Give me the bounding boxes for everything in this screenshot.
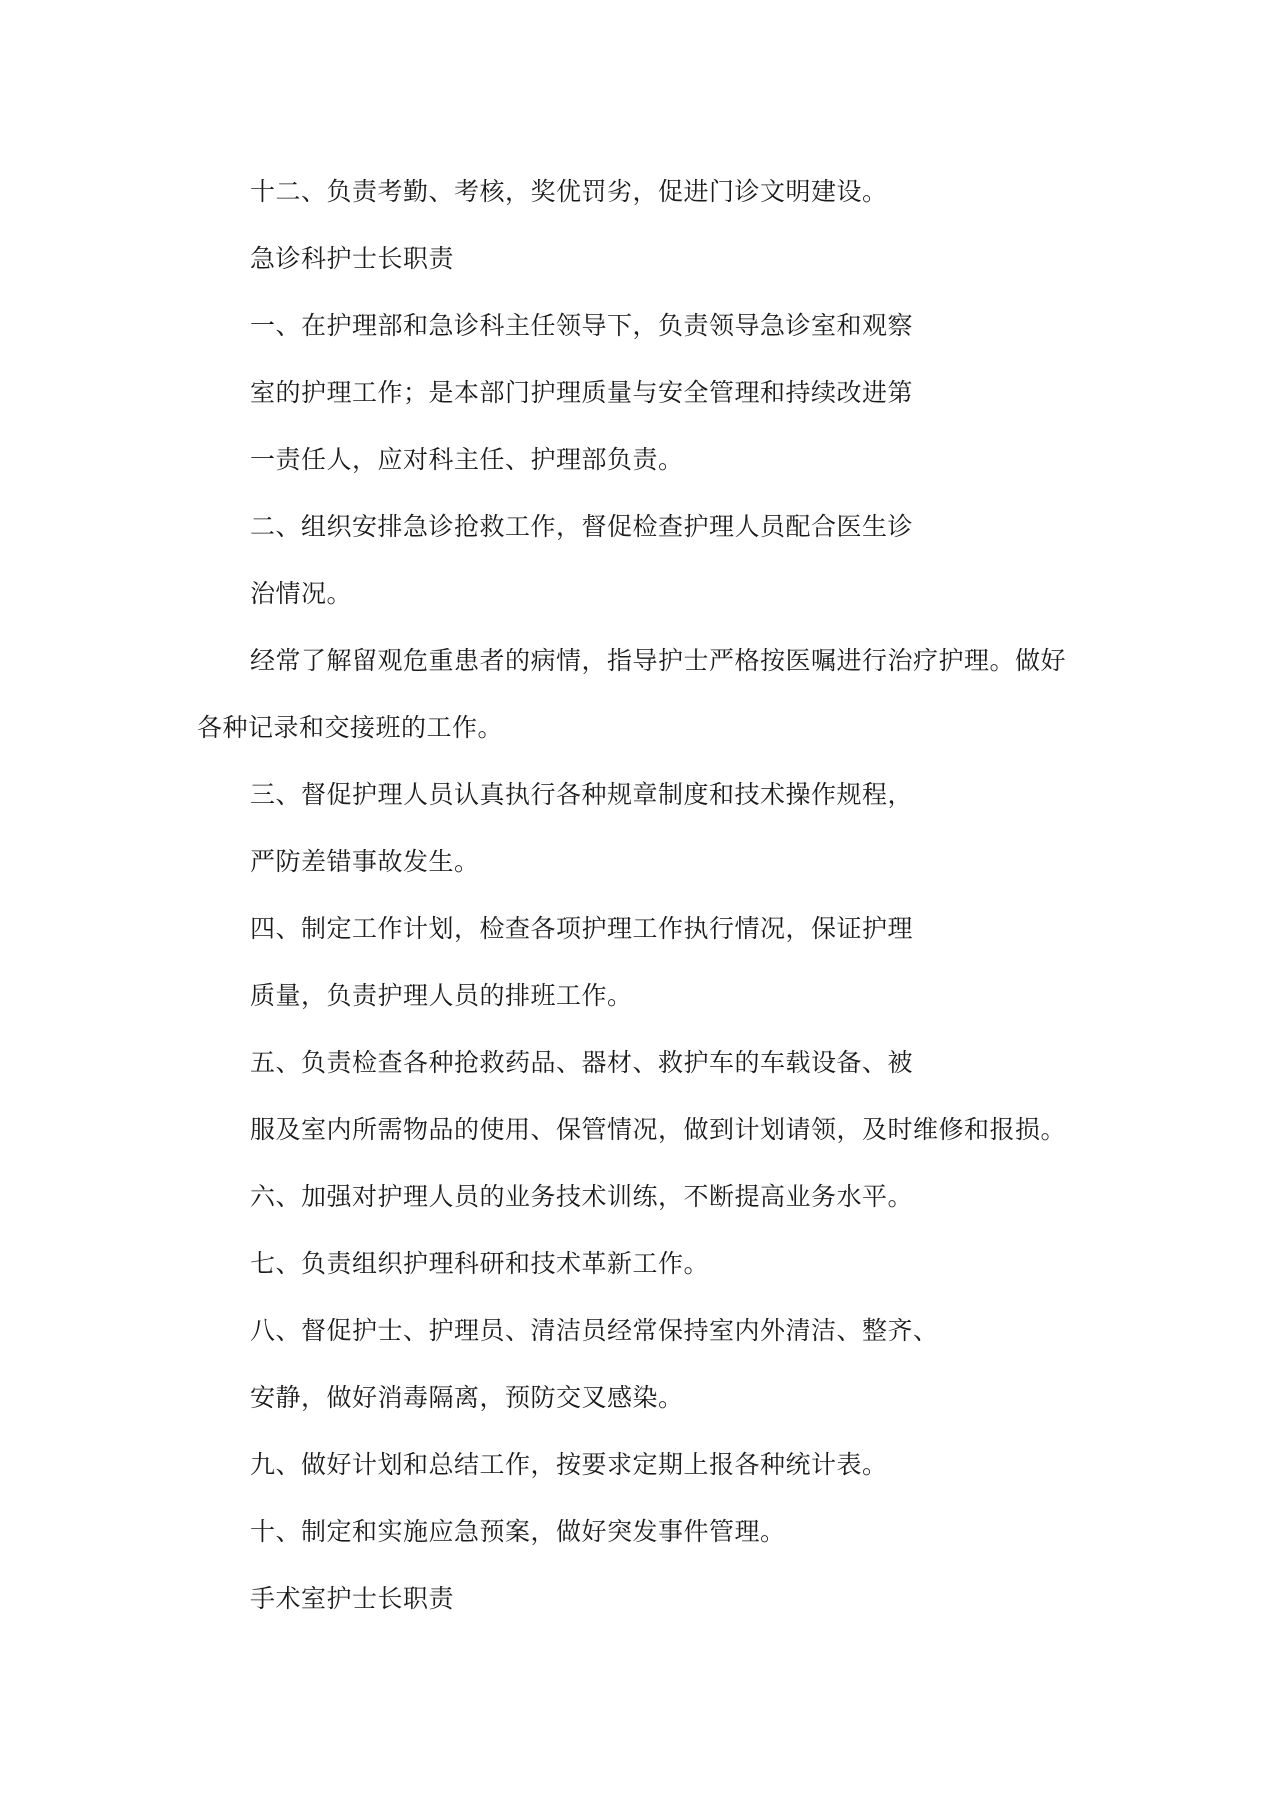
paragraph-line: 六、加强对护理人员的业务技术训练，不断提高业务水平。	[250, 1182, 914, 1211]
paragraph-line: 十、制定和实施应急预案，做好突发事件管理。	[250, 1517, 786, 1546]
section-heading: 急诊科护士长职责	[250, 244, 455, 273]
paragraph-line: 室的护理工作；是本部门护理质量与安全管理和持续改进第	[250, 378, 914, 407]
paragraph-line: 安静，做好消毒隔离，预防交叉感染。	[250, 1383, 684, 1412]
paragraph-line: 四、制定工作计划，检查各项护理工作执行情况，保证护理	[250, 914, 914, 943]
paragraph-line: 三、督促护理人员认真执行各种规章制度和技术操作规程，	[250, 780, 914, 809]
paragraph-line: 各种记录和交接班的工作。	[197, 713, 504, 742]
paragraph-line: 治情况。	[250, 579, 353, 608]
paragraph-line: 经常了解留观危重患者的病情，指导护士严格按医嘱进行治疗护理。做好	[250, 646, 1067, 675]
paragraph-line: 一、在护理部和急诊科主任领导下，负责领导急诊室和观察	[250, 311, 914, 340]
paragraph-line: 十二、负责考勤、考核，奖优罚劣，促进门诊文明建设。	[250, 177, 888, 206]
paragraph-line: 质量，负责护理人员的排班工作。	[250, 981, 633, 1010]
paragraph-line: 严防差错事故发生。	[250, 847, 480, 876]
section-heading: 手术室护士长职责	[250, 1584, 455, 1613]
paragraph-line: 七、负责组织护理科研和技术革新工作。	[250, 1249, 710, 1278]
paragraph-line: 服及室内所需物品的使用、保管情况，做到计划请领，及时维修和报损。	[250, 1115, 1067, 1144]
paragraph-line: 一责任人，应对科主任、护理部负责。	[250, 445, 684, 474]
paragraph-line: 二、组织安排急诊抢救工作，督促检查护理人员配合医生诊	[250, 512, 914, 541]
paragraph-line: 八、督促护士、护理员、清洁员经常保持室内外清洁、整齐、	[250, 1316, 939, 1345]
paragraph-line: 九、做好计划和总结工作，按要求定期上报各种统计表。	[250, 1450, 888, 1479]
paragraph-line: 五、负责检查各种抢救药品、器材、救护车的车载设备、被	[250, 1048, 914, 1077]
